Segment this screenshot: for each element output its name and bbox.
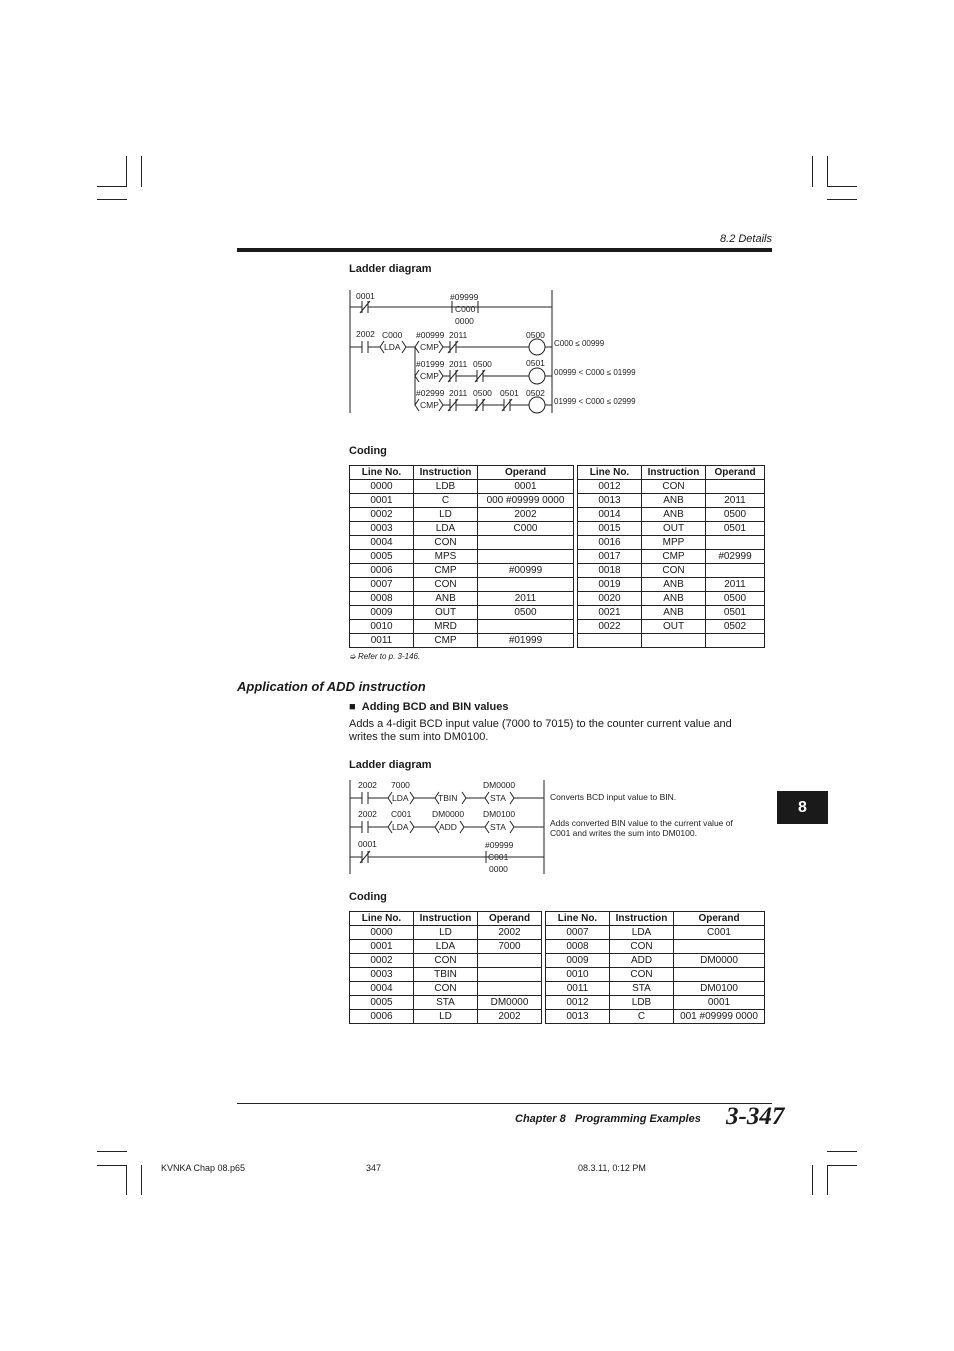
output-label: 0500	[526, 330, 545, 340]
table-cell: 0011	[350, 634, 414, 648]
table-cell: OUT	[414, 606, 478, 620]
annotation: Converts BCD input value to BIN.	[550, 792, 677, 802]
table-cell: 0012	[546, 996, 610, 1010]
section-reference: 8.2 Details	[720, 233, 772, 245]
table-cell: 0002	[350, 508, 414, 522]
table-cell	[478, 550, 574, 564]
table-cell: 0012	[578, 480, 642, 494]
contact-label: 2011	[449, 359, 468, 369]
table-cell: LDA	[414, 940, 478, 954]
table-cell	[674, 968, 765, 982]
operand-label: DM0000	[483, 780, 516, 790]
table-cell: 0020	[578, 592, 642, 606]
tbin-box: TBIN	[438, 793, 458, 803]
contact-label: 0500	[473, 359, 492, 369]
lda-box: LDA	[392, 822, 409, 832]
table-cell: DM0000	[478, 996, 542, 1010]
ladder1-heading: Ladder diagram	[349, 263, 432, 275]
lda-operand: C000	[382, 330, 403, 340]
table-row	[350, 940, 765, 954]
table-header-row	[350, 466, 765, 480]
table-cell: 0004	[350, 536, 414, 550]
table-cell	[478, 954, 542, 968]
operand-label: C001	[391, 809, 412, 819]
counter-name: C001	[488, 852, 509, 862]
table-row	[350, 1010, 765, 1024]
table-row	[350, 926, 765, 940]
col-header: Line No.	[578, 466, 642, 480]
table-cell: #01999	[478, 634, 574, 648]
table-cell: MPS	[414, 550, 478, 564]
table-cell: 2002	[478, 926, 542, 940]
table-row	[350, 508, 765, 522]
col-header: Line No.	[350, 912, 414, 926]
table-row	[350, 634, 765, 648]
table-row	[350, 620, 765, 634]
counter-name: C000	[455, 304, 476, 314]
table-row	[350, 550, 765, 564]
ladder-diagram-1	[340, 285, 660, 420]
table-cell: LDA	[610, 926, 674, 940]
table-cell: 0007	[546, 926, 610, 940]
coding1-heading: Coding	[349, 445, 387, 457]
table-cell: C	[414, 494, 478, 508]
cmp-box: CMP	[420, 342, 439, 352]
coding-table-2	[349, 911, 765, 1024]
table-cell: ANB	[642, 494, 706, 508]
table-cell: 0004	[350, 982, 414, 996]
square-bullet-icon: ■	[349, 701, 362, 713]
table-cell: 0005	[350, 996, 414, 1010]
table-cell: 0018	[578, 564, 642, 578]
counter-number: 0000	[455, 316, 474, 326]
table-cell: DM0100	[674, 982, 765, 996]
table-cell: LD	[414, 1010, 478, 1024]
contact-label: 0501	[500, 388, 519, 398]
table-cell: MPP	[642, 536, 706, 550]
arrow-icon: ➭	[349, 652, 358, 661]
table-cell: ANB	[642, 508, 706, 522]
col-header: Line No.	[546, 912, 610, 926]
contact-label: 2002	[356, 329, 375, 339]
table-cell: 0016	[578, 536, 642, 550]
table-cell: STA	[414, 996, 478, 1010]
table-cell	[706, 634, 765, 648]
table-row	[350, 536, 765, 550]
range-note: C000 ≤ 00999	[554, 339, 605, 348]
table-cell: 000 #09999 0000	[478, 494, 574, 508]
operand-label: 7000	[391, 780, 410, 790]
counter-preset: #09999	[485, 840, 514, 850]
table-cell: 0009	[546, 954, 610, 968]
body-text: writes the sum into DM0100.	[349, 731, 489, 743]
table-cell: CON	[414, 536, 478, 550]
col-header: Operand	[706, 466, 765, 480]
table-cell: 0002	[350, 954, 414, 968]
table-cell: CMP	[414, 634, 478, 648]
table-cell	[706, 536, 765, 550]
table-cell: CON	[414, 578, 478, 592]
table-cell: 0001	[350, 494, 414, 508]
table-cell: #00999	[478, 564, 574, 578]
operand-label: DM0000	[432, 809, 465, 819]
col-header: Instruction	[414, 466, 478, 480]
table-cell: CON	[414, 954, 478, 968]
output-label: 0501	[526, 358, 545, 368]
contact-label: 2011	[449, 388, 468, 398]
table-cell	[642, 634, 706, 648]
table-row	[350, 592, 765, 606]
table-cell: 0013	[546, 1010, 610, 1024]
table-row	[350, 982, 765, 996]
col-header: Instruction	[642, 466, 706, 480]
table-cell: 0003	[350, 968, 414, 982]
table-cell: 0006	[350, 1010, 414, 1024]
table-cell: 0007	[350, 578, 414, 592]
table-cell: 0009	[350, 606, 414, 620]
table-cell: #02999	[706, 550, 765, 564]
table-cell: 0500	[706, 508, 765, 522]
coding-table-1	[349, 465, 765, 648]
table-cell: C	[610, 1010, 674, 1024]
table-cell: ANB	[642, 606, 706, 620]
range-note: 00999 < C000 ≤ 01999	[554, 368, 636, 377]
table-cell: LDA	[414, 522, 478, 536]
body-text: Adds a 4-digit BCD input value (7000 to 7015) to the counter current value and	[349, 718, 732, 730]
table-row	[350, 578, 765, 592]
table-cell: 0010	[546, 968, 610, 982]
cmp-box: CMP	[420, 371, 439, 381]
table-cell: 0022	[578, 620, 642, 634]
table-row	[350, 606, 765, 620]
footer-rule	[237, 1103, 772, 1104]
table-cell: CMP	[414, 564, 478, 578]
table-row	[350, 494, 765, 508]
table-cell: CMP	[642, 550, 706, 564]
annotation: Adds converted BIN value to the current value of	[550, 818, 733, 828]
table-cell: 0501	[706, 606, 765, 620]
ladder2-heading: Ladder diagram	[349, 759, 432, 771]
table-cell: CON	[610, 940, 674, 954]
footer-file: KVNKA Chap 08.p65	[161, 1163, 246, 1173]
cmp-box: CMP	[420, 400, 439, 410]
table-cell	[706, 480, 765, 494]
table-cell: LDB	[414, 480, 478, 494]
table-cell: 0008	[350, 592, 414, 606]
page-number: 3-347	[726, 1103, 785, 1130]
counter-number: 0000	[489, 864, 508, 874]
table-cell: 0502	[706, 620, 765, 634]
col-header: Instruction	[610, 912, 674, 926]
table-cell: 001 #09999 0000	[674, 1010, 765, 1024]
table-cell: ANB	[642, 592, 706, 606]
footer-chapter: Chapter 8 Programming Examples	[515, 1113, 701, 1125]
table-cell: C000	[478, 522, 574, 536]
table-cell: OUT	[642, 522, 706, 536]
col-header: Instruction	[414, 912, 478, 926]
table-cell: CON	[414, 982, 478, 996]
table-cell: ANB	[414, 592, 478, 606]
counter-preset: #09999	[450, 292, 479, 302]
table-cell: 0500	[478, 606, 574, 620]
table-cell: CON	[642, 564, 706, 578]
table-cell: 0021	[578, 606, 642, 620]
table-cell: 0501	[706, 522, 765, 536]
table-cell	[478, 620, 574, 634]
table-cell: 0011	[546, 982, 610, 996]
sta-box: STA	[490, 822, 506, 832]
table-cell: ADD	[610, 954, 674, 968]
table-cell: 0000	[350, 480, 414, 494]
sta-box: STA	[490, 793, 506, 803]
lda-box: LDA	[384, 342, 401, 352]
table-header-row	[350, 912, 765, 926]
table-cell: STA	[610, 982, 674, 996]
col-header: Operand	[478, 466, 574, 480]
col-header: Operand	[674, 912, 765, 926]
table-row	[350, 564, 765, 578]
table-row	[350, 968, 765, 982]
table-cell: 2011	[706, 494, 765, 508]
header-rule	[237, 248, 772, 252]
col-header: Operand	[478, 912, 542, 926]
refer-note: ➭ Refer to p. 3-146.	[349, 652, 421, 661]
table-cell	[478, 536, 574, 550]
contact-label: 0001	[356, 291, 375, 301]
table-cell: LDB	[610, 996, 674, 1010]
coding2-heading: Coding	[349, 891, 387, 903]
col-header: Line No.	[350, 466, 414, 480]
table-cell: 0001	[478, 480, 574, 494]
table-cell: 7000	[478, 940, 542, 954]
table-cell: 0003	[350, 522, 414, 536]
table-cell: 0001	[350, 940, 414, 954]
table-cell: CON	[610, 968, 674, 982]
table-cell: 0005	[350, 550, 414, 564]
table-cell: 0019	[578, 578, 642, 592]
table-cell: ANB	[642, 578, 706, 592]
range-note: 01999 < C000 ≤ 02999	[554, 397, 636, 406]
table-cell: CON	[642, 480, 706, 494]
table-cell: 2002	[478, 1010, 542, 1024]
table-cell: 2002	[478, 508, 574, 522]
lda-box: LDA	[392, 793, 409, 803]
table-cell: MRD	[414, 620, 478, 634]
table-row	[350, 996, 765, 1010]
table-cell	[578, 634, 642, 648]
contact-label: 2011	[449, 330, 468, 340]
table-cell: 0008	[546, 940, 610, 954]
operand-label: DM0100	[483, 809, 516, 819]
contact-label: 0500	[473, 388, 492, 398]
contact-label: 2002	[358, 780, 377, 790]
contact-label: 2002	[358, 809, 377, 819]
table-cell: 0017	[578, 550, 642, 564]
table-cell	[478, 982, 542, 996]
footer-date: 08.3.11, 0:12 PM	[578, 1163, 646, 1173]
table-row	[350, 522, 765, 536]
cmp-operand: #02999	[416, 388, 445, 398]
table-cell: 0014	[578, 508, 642, 522]
table-cell: 0006	[350, 564, 414, 578]
chapter-tab: 8	[777, 791, 828, 824]
table-cell	[478, 968, 542, 982]
table-cell: DM0000	[674, 954, 765, 968]
subsection-title: ■ Adding BCD and BIN values	[349, 701, 509, 713]
section-title: Application of ADD instruction	[237, 679, 426, 694]
table-cell: TBIN	[414, 968, 478, 982]
cmp-operand: #00999	[416, 330, 445, 340]
table-cell: 2011	[706, 578, 765, 592]
output-label: 0502	[526, 388, 545, 398]
table-cell: 0015	[578, 522, 642, 536]
table-cell	[674, 940, 765, 954]
table-row	[350, 954, 765, 968]
table-cell: 0010	[350, 620, 414, 634]
table-cell: LD	[414, 508, 478, 522]
ladder-diagram-2	[340, 776, 760, 880]
table-cell: C001	[674, 926, 765, 940]
table-cell: 0013	[578, 494, 642, 508]
table-cell: 2011	[478, 592, 574, 606]
table-cell: 0000	[350, 926, 414, 940]
add-box: ADD	[439, 822, 457, 832]
table-cell: 0500	[706, 592, 765, 606]
footer-num: 347	[366, 1163, 382, 1173]
table-cell	[478, 578, 574, 592]
table-cell	[706, 564, 765, 578]
cmp-operand: #01999	[416, 359, 445, 369]
table-cell: 0001	[674, 996, 765, 1010]
contact-label: 0001	[358, 839, 377, 849]
table-cell: OUT	[642, 620, 706, 634]
table-row	[350, 480, 765, 494]
annotation: C001 and writes the sum into DM0100.	[550, 828, 697, 838]
table-cell: LD	[414, 926, 478, 940]
